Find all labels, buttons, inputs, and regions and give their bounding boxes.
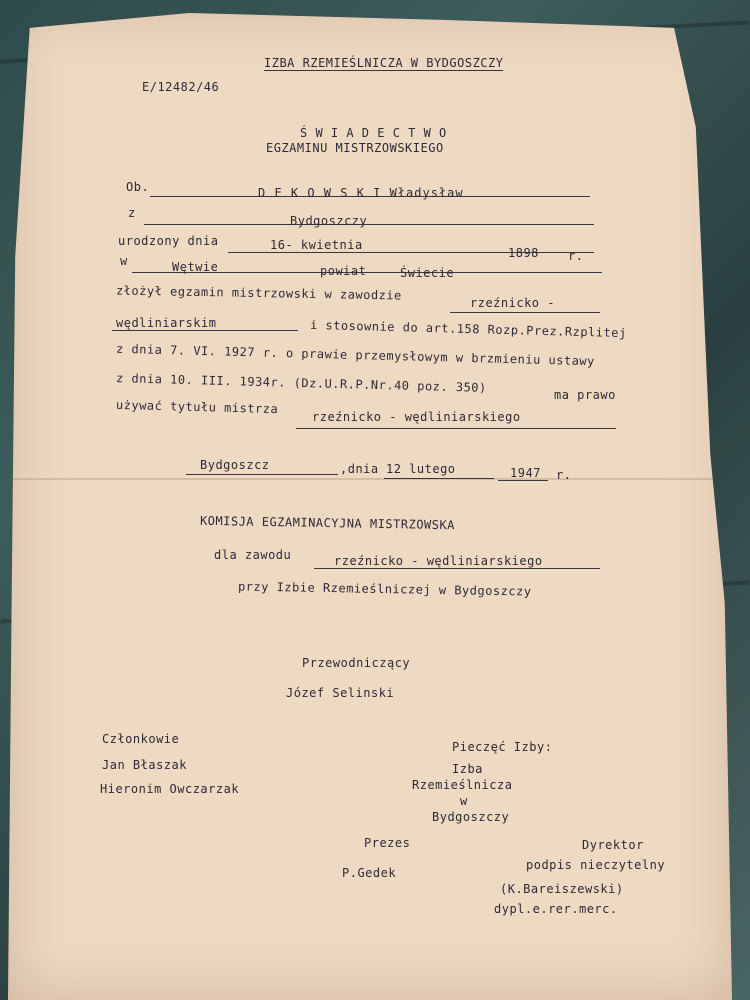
document-subtitle: EGZAMINU MISTRZOWSKIEGO: [266, 141, 444, 155]
trade-underline-2: [112, 330, 298, 331]
ob-label: Ob.: [126, 180, 150, 194]
seal-line: Rzemieślnicza: [412, 778, 513, 792]
chairman-label: Przewodniczący: [302, 656, 411, 670]
born-year: 1898: [508, 246, 539, 260]
commission-trade-label: dla zawodu: [214, 548, 292, 562]
reference-number: E/12482/46: [142, 80, 220, 94]
commission-trade-underline: [314, 568, 600, 569]
trade-underline-1: [450, 312, 600, 313]
member-name: Hieronim Owczarzak: [100, 782, 240, 796]
director-label: Dyrektor: [582, 838, 644, 852]
seal-line: Bydgoszczy: [432, 810, 510, 824]
chairman-name: Józef Selinski: [286, 686, 395, 700]
powiat-value: Świecie: [400, 266, 455, 280]
paper-fold: [8, 478, 732, 480]
seal-label: Pieczęć Izby:: [452, 740, 553, 754]
director-signature-note: podpis nieczytelny: [526, 858, 666, 872]
date-year: 1947: [510, 466, 541, 480]
born-r-label: r.: [568, 249, 584, 263]
born-underline: [228, 252, 594, 253]
holder-name: D E K O W S K I Władysław: [258, 186, 464, 200]
document-title: Ś W I A D E C T W O: [300, 126, 447, 140]
law-text-1: i stosownie do art.158 Rozp.Prez.Rzplitej: [309, 317, 627, 341]
date-dnia-label: ,dnia: [340, 462, 379, 476]
seal-line: Izba: [452, 762, 483, 776]
w-label: w: [120, 254, 128, 268]
born-label: urodzony dnia: [118, 234, 219, 248]
commission-trade: rzeźnicko - wędliniarskiego: [334, 554, 543, 568]
origin-value: Bydgoszczy: [290, 214, 368, 228]
president-label: Prezes: [364, 836, 411, 850]
trade-value-2: wędliniarskim: [116, 316, 217, 330]
law-text-2: z dnia 7. VI. 1927 r. o prawie przemysłowym w brzmieniu ustawy: [115, 341, 596, 369]
date-place: Bydgoszcz: [200, 458, 270, 472]
law-text-3b: ma prawo: [554, 388, 616, 402]
commission-chamber: przy Izbie Rzemieślniczej w Bydgoszczy: [237, 579, 532, 599]
member-name: Jan Błaszak: [102, 758, 187, 772]
institution-header: IZBA RZEMIEŚLNICZA W BYDGOSZCZY: [264, 56, 504, 70]
origin-underline: [144, 224, 594, 225]
seal-line: w: [460, 794, 468, 808]
date-place-underline: [186, 474, 338, 475]
master-title-underline: [296, 428, 616, 429]
members-label: Członkowie: [102, 732, 180, 746]
law-text-3: z dnia 10. III. 1934r. (Dz.U.R.P.Nr.40 poz. 350): [115, 371, 487, 395]
trade-value-1: rzeźnicko -: [470, 296, 555, 310]
master-title: rzeźnicko - wędliniarskiego: [312, 410, 521, 424]
director-name: (K.Bareiszewski): [500, 882, 624, 896]
president-name: P.Gedek: [342, 866, 397, 880]
date-year-underline: [498, 480, 548, 481]
director-degree: dypl.e.rer.merc.: [494, 902, 618, 916]
date-value: 12 lutego: [386, 462, 456, 476]
powiat-label: powiat: [320, 264, 367, 278]
commission-title: KOMISJA EGZAMINACYJNA MISTRZOWSKA: [199, 513, 456, 533]
title-text: używać tytułu mistrza: [115, 397, 279, 417]
date-underline: [384, 478, 494, 479]
born-day: 16- kwietnia: [270, 238, 363, 252]
z-label: z: [128, 206, 136, 220]
birth-place: Wętwie: [172, 260, 219, 274]
exam-text: złożył egzamin mistrzowski w zawodzie: [115, 283, 402, 303]
date-r-label: r.: [556, 468, 572, 482]
